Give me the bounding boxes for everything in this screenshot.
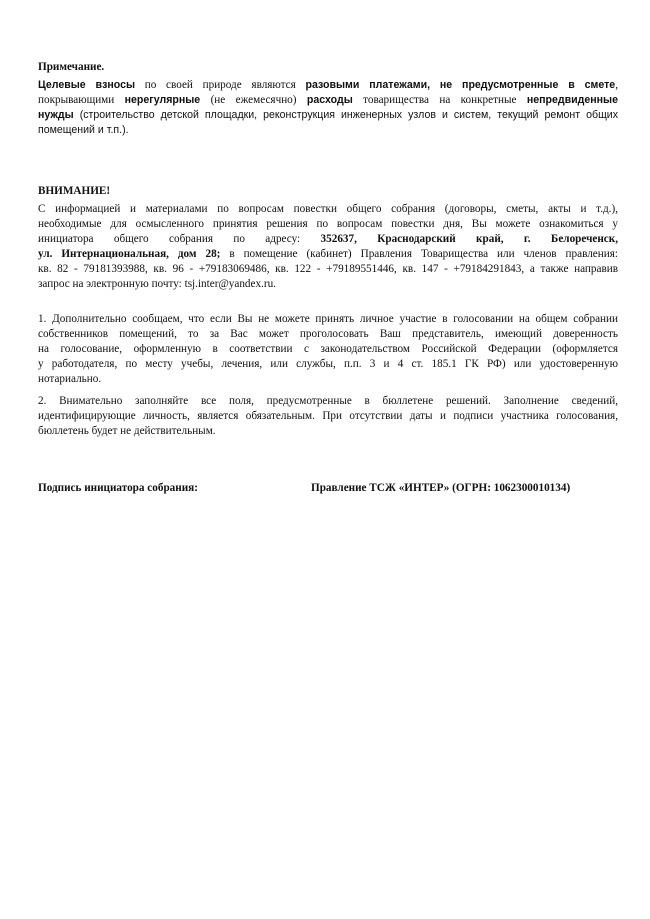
attention-line-2: необходимые для осмысленного принятия решения по вопросам повестки дня, Вы можете ознакомиться у [38,218,618,230]
attention-line-3: инициатора общего собрания по адресу: 352637, Краснодарский край, г. Белореченск, [38,233,618,245]
item-1-line-4: у работодателя, по месту учебы, лечения, или службы, п.п. 3 и 4 ст. 185.1 ГК РФ) или удостоверенную [38,358,618,370]
attention-title: ВНИМАНИЕ! [38,185,111,197]
item-1-line-3: на голосование, оформленную в соответствии с законодательством Российской Федерации (оформляется [38,343,618,355]
board-signature: Правление ТСЖ «ИНТЕР» (ОГРН: 1062300010134) [311,482,571,494]
note-line-4: помещений и т.п.). [38,124,129,136]
attention-line-6: запрос на электронную почту: tsj.inter@yandex.ru. [38,278,276,290]
item-2-line-2: идентифицирующие личность, является обязательным. При отсутствии даты и подписи участника голосования, [38,410,618,422]
note-section [38,60,618,138]
item-2 [38,394,618,439]
attention-line-4: ул. Интернациональная, дом 28; в помещение (кабинет) Правления Товарищества или членов правления: [38,248,618,260]
signature-label: Подпись инициатора собрания: [38,482,198,494]
item-1-line-2: собственников помещений, то за Вас может проголосовать Ваш представитель, имеющий доверенность [38,328,618,340]
item-1 [38,312,618,387]
note-line-3: нужды (строительство детской площадки, реконструкция инженерных узлов и систем, текущий ремонт общих [38,109,618,121]
attention-line-1: С информацией и материалами по вопросам повестки общего собрания (договоры, сметы, акты и т.д.), [38,203,618,215]
note-line-1: Целевые взносы по своей природе являются разовыми платежами, не предусмотренные в смете, [38,79,618,91]
note-title: Примечание. [38,61,105,73]
item-2-line-1: 2. Внимательно заполняйте все поля, предусмотренные в бюллетене решений. Заполнение сведений, [38,395,618,407]
item-1-line-1: 1. Дополнительно сообщаем, что если Вы не можете принять личное участие в голосовании на общем собрании [38,313,618,325]
attention-line-5: кв. 82 - 79181393988, кв. 96 - +79183069486, кв. 122 - +79189551446, кв. 147 - +79184291843, а также направив [38,263,618,275]
attention-section [38,184,618,292]
item-1-line-5: нотариально. [38,373,102,385]
item-2-line-3: бюллетень будет не действительным. [38,425,216,437]
address: 352637, Краснодарский край, г. Белореченск, [320,233,618,245]
note-line-2: покрывающими нерегулярные (не ежемесячно) расходы товарищества на конкретные непредвиденные [38,94,618,106]
